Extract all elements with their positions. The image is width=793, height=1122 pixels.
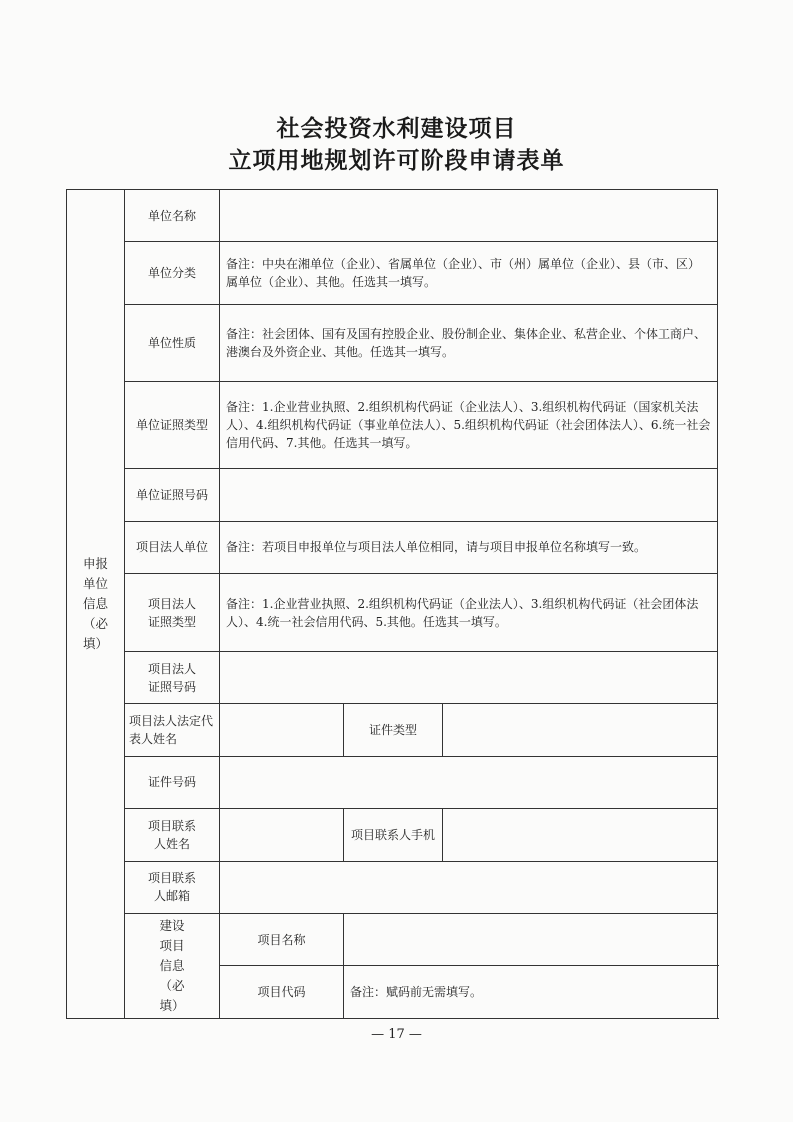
label-project-legal-unit: 项目法人单位 bbox=[125, 521, 220, 573]
label-project-code: 项目代码 bbox=[220, 966, 344, 1019]
field-contact-name[interactable] bbox=[220, 809, 344, 861]
label-legal-cert-type: 项目法人证照类型 bbox=[125, 574, 220, 652]
label-project-name: 项目名称 bbox=[220, 914, 344, 966]
page-title-line-1: 社会投资水利建设项目 bbox=[276, 116, 517, 142]
label-unit-category: 单位分类 bbox=[125, 242, 220, 305]
label-unit-cert-no: 单位证照号码 bbox=[125, 469, 220, 521]
field-id-no[interactable] bbox=[220, 756, 718, 808]
page-number: — 17 — bbox=[371, 1027, 422, 1042]
label-id-no: 证件号码 bbox=[125, 756, 220, 808]
field-project-legal-unit[interactable]: 备注：若项目申报单位与项目法人单位相同，请与项目申报单位名称填写一致。 bbox=[220, 521, 718, 573]
label-legal-rep-name: 项目法人法定代表人姓名 bbox=[125, 704, 220, 756]
field-unit-name[interactable] bbox=[220, 190, 718, 242]
label-contact-email: 项目联系人邮箱 bbox=[125, 861, 220, 913]
field-contact-phone[interactable] bbox=[443, 809, 718, 861]
label-unit-cert-type: 单位证照类型 bbox=[125, 381, 220, 469]
label-legal-cert-no: 项目法人证照号码 bbox=[125, 651, 220, 703]
field-legal-cert-type[interactable]: 备注：1.企业营业执照、2.组织机构代码证（企业法人）、3.组织机构代码证（社会团体法人）、4.统一社会信用代码、5.其他。任选其一填写。 bbox=[220, 574, 718, 652]
label-unit-name: 单位名称 bbox=[125, 190, 220, 242]
field-contact-email[interactable] bbox=[220, 861, 718, 913]
label-unit-nature: 单位性质 bbox=[125, 304, 220, 381]
section-applicant-info: 申报单位信息（必填） bbox=[67, 190, 125, 1019]
field-unit-cert-no[interactable] bbox=[220, 469, 718, 521]
label-id-type: 证件类型 bbox=[344, 704, 443, 756]
field-project-name[interactable] bbox=[344, 914, 718, 966]
section-project-info: 建设项目信息（必填） bbox=[125, 914, 220, 1019]
field-legal-rep-name[interactable] bbox=[220, 704, 344, 756]
application-form-table bbox=[66, 189, 718, 1019]
page-title-line-2: 立项用地规划许可阶段申请表单 bbox=[228, 148, 565, 174]
field-unit-cert-type[interactable]: 备注：1.企业营业执照、2.组织机构代码证（企业法人）、3.组织机构代码证（国家机关法人）、4.组织机构代码证（事业单位法人）、5.组织机构代码证（社会团体法人）、6.统一社会信用代码、7.其他。任选其一填写。 bbox=[220, 381, 718, 469]
field-id-type[interactable] bbox=[443, 704, 718, 756]
label-contact-name: 项目联系人姓名 bbox=[125, 809, 220, 861]
field-project-code[interactable]: 备注：赋码前无需填写。 bbox=[344, 966, 718, 1019]
label-contact-phone: 项目联系人手机 bbox=[344, 809, 443, 861]
field-legal-cert-no[interactable] bbox=[220, 651, 718, 703]
field-unit-nature[interactable]: 备注：社会团体、国有及国有控股企业、股份制企业、集体企业、私营企业、个体工商户、港澳台及外资企业、其他。任选其一填写。 bbox=[220, 304, 718, 381]
field-unit-category[interactable]: 备注：中央在湘单位（企业）、省属单位（企业）、市（州）属单位（企业）、县（市、区）属单位（企业）、其他。任选其一填写。 bbox=[220, 242, 718, 305]
